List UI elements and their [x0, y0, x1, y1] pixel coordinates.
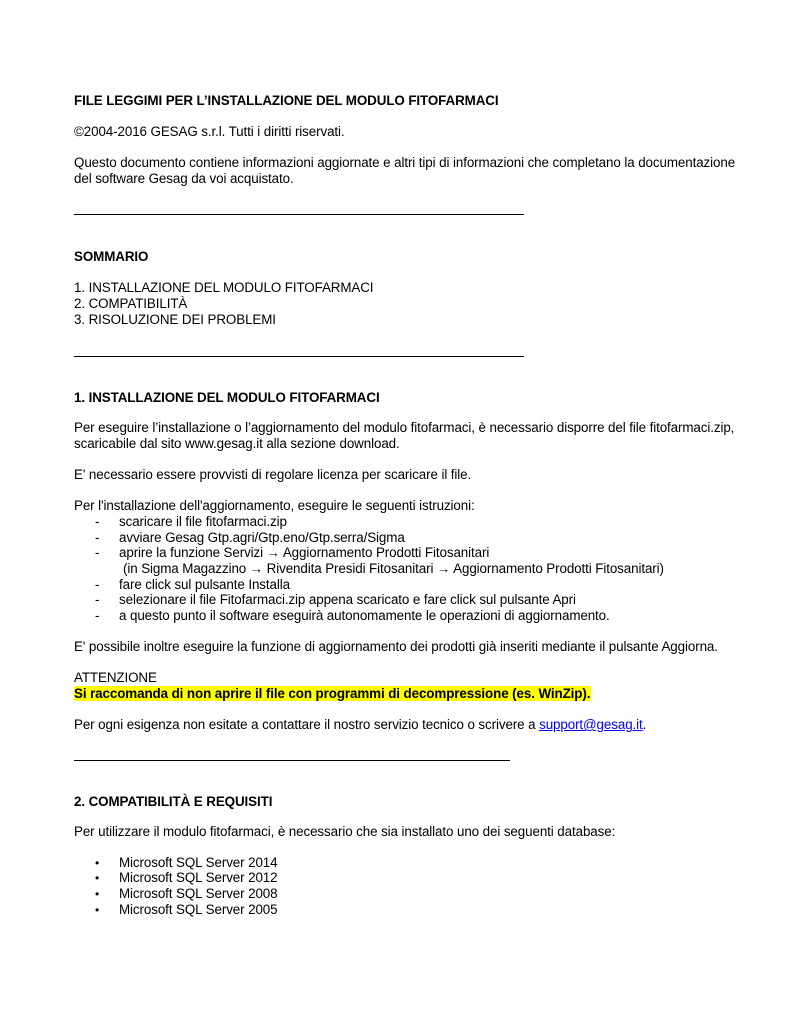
instruction-step: a questo punto il software eseguirà autonomamente le operazioni di aggiornamento. [119, 608, 610, 623]
attention-label: ATTENZIONE [74, 670, 157, 685]
list-bullet: • [95, 887, 100, 901]
list-dash: - [95, 545, 100, 560]
instruction-step: selezionare il file Fitofarmaci.zip appena scaricato e fare click sul pulsante Apri [119, 592, 576, 607]
list-bullet: • [95, 856, 100, 870]
summary-item: 1. INSTALLAZIONE DEL MODULO FITOFARMACI [74, 280, 374, 295]
intro-line-1: Questo documento contiene informazioni aggiornate e altri tipi di informazioni che completano la documentazione [74, 155, 736, 170]
instruction-step: fare click sul pulsante Installa [119, 577, 290, 592]
attention-warning [74, 686, 591, 702]
intro-line-2: del software Gesag da voi acquistato. [74, 171, 294, 186]
support-email-link[interactable]: support@gesag.it [539, 717, 643, 732]
section1-heading: 1. INSTALLAZIONE DEL MODULO FITOFARMACI [74, 390, 380, 405]
instruction-step: aprire la funzione Servizi → Aggiornamento Prodotti Fitosanitari [119, 545, 490, 560]
divider [74, 214, 524, 215]
highlighted-warning: Si raccomanda di non aprire il file con programmi di decompressione (es. WinZip). [74, 686, 591, 701]
database-item: Microsoft SQL Server 2008 [119, 886, 278, 901]
section2-heading: 2. COMPATIBILITÀ E REQUISITI [74, 794, 273, 809]
divider [74, 356, 524, 357]
contact-text: Per ogni esigenza non esitate a contattare il nostro servizio tecnico o scrivere a [74, 717, 540, 732]
list-bullet: • [95, 903, 100, 917]
copyright-notice: ©2004-2016 GESAG s.r.l. Tutti i diritti riservati. [74, 124, 345, 139]
instruction-step-note: (in Sigma Magazzino → Rivendita Presidi Fitosanitari → Aggiornamento Prodotti Fitosanitari) [123, 561, 664, 576]
list-bullet: • [95, 871, 100, 885]
document-title: FILE LEGGIMI PER L’INSTALLAZIONE DEL MODULO FITOFARMACI [74, 93, 499, 108]
section1-paragraph-2: E' necessario essere provvisti di regolare licenza per scaricare il file. [74, 467, 472, 482]
instruction-step: scaricare il file fitofarmaci.zip [119, 514, 287, 529]
summary-heading: SOMMARIO [74, 249, 149, 264]
divider [74, 760, 510, 761]
instruction-step: avviare Gesag Gtp.agri/Gtp.eno/Gtp.serra/Sigma [119, 530, 405, 545]
section2-intro: Per utilizzare il modulo fitofarmaci, è necessario che sia installato uno dei seguenti database: [74, 824, 616, 839]
list-dash: - [95, 592, 100, 607]
section1-paragraph-4: E' possibile inoltre eseguire la funzione di aggiornamento dei prodotti già inseriti mediante il pulsante Aggiorna. [74, 639, 718, 654]
contact-line [74, 717, 646, 733]
list-dash: - [95, 608, 100, 623]
contact-suffix: . [642, 717, 647, 732]
database-item: Microsoft SQL Server 2014 [119, 855, 278, 870]
section1-paragraph-3: Per l'installazione dell'aggiornamento, eseguire le seguenti istruzioni: [74, 498, 475, 513]
list-dash: - [95, 514, 100, 529]
summary-item: 2. COMPATIBILITÀ [74, 296, 188, 311]
section1-paragraph-1-line-2: scaricabile dal sito www.gesag.it alla sezione download. [74, 436, 400, 451]
list-dash: - [95, 530, 100, 545]
summary-item: 3. RISOLUZIONE DEI PROBLEMI [74, 312, 276, 327]
database-item: Microsoft SQL Server 2012 [119, 870, 278, 885]
database-item: Microsoft SQL Server 2005 [119, 902, 278, 917]
section1-paragraph-1-line-1: Per eseguire l’installazione o l’aggiornamento del modulo fitofarmaci, è necessario disporre del file fitofarmaci.zip, [74, 420, 735, 435]
list-dash: - [95, 577, 100, 592]
